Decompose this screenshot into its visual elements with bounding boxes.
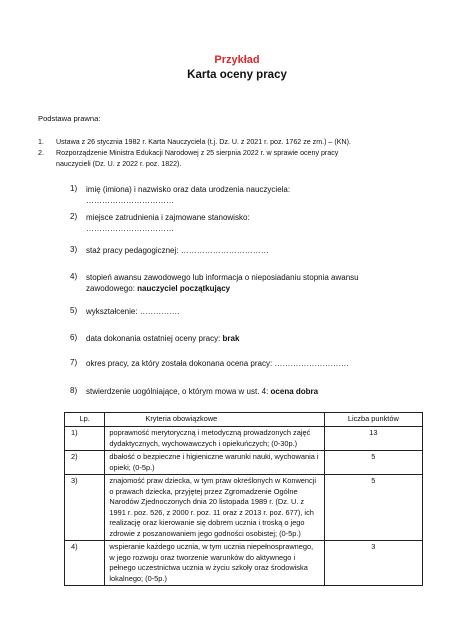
row-number: 1) bbox=[65, 427, 105, 451]
points-value: 5 bbox=[324, 475, 422, 541]
column-header-points: Liczba punktów bbox=[324, 413, 422, 427]
legal-item-text: Ustawa z 26 stycznia 1982 r. Karta Nauczyciela (t.j. Dz. U. z 2021 r. poz. 1762 ze zm.) – (KN). bbox=[56, 138, 351, 146]
row-number: 4) bbox=[65, 541, 105, 586]
question-value: brak bbox=[222, 334, 240, 343]
question-text: staż pracy pedagogicznej: …………………………… bbox=[86, 246, 269, 255]
table-row bbox=[65, 427, 423, 451]
table-row bbox=[65, 475, 423, 541]
criteria-table bbox=[64, 412, 423, 586]
question-text: stopień awansu zawodowego lub informacja o nieposiadaniu stopnia awansu bbox=[86, 273, 359, 282]
column-header-lp: Lp. bbox=[65, 413, 105, 427]
question-number: 7) bbox=[70, 358, 78, 367]
criterion-text: wspieranie każdego ucznia, w tym ucznia niepełnosprawnego, w jego rozwoju oraz tworzenie warunków do aktywnego i pełnego uczestnictwa ucznia w życiu szkoły oraz środowiska lokalnego; (0-5p.) bbox=[105, 541, 324, 586]
question-text: …………………………… bbox=[86, 224, 174, 233]
question-number: 3) bbox=[70, 245, 78, 254]
question-text: stwierdzenie uogólniające, o którym mowa w ust. 4: ocena dobra bbox=[86, 387, 319, 396]
table-row bbox=[65, 541, 423, 586]
question-text: imię (imiona) i nazwisko oraz data urodzenia nauczyciela: bbox=[86, 185, 291, 194]
column-header-criteria: Kryteria obowiązkowe bbox=[105, 413, 324, 427]
table-row bbox=[65, 451, 423, 475]
document-title: Karta oceny pracy bbox=[187, 69, 287, 81]
row-number: 2) bbox=[65, 451, 105, 475]
example-label: Przykład bbox=[214, 54, 260, 66]
legal-item-number: 2. bbox=[38, 149, 44, 157]
table-header-row bbox=[65, 413, 423, 427]
question-number: 1) bbox=[70, 184, 78, 193]
question-text: wykształcenie: …………… bbox=[86, 307, 180, 316]
question-number: 2) bbox=[70, 212, 78, 221]
question-value: nauczyciel początkujący bbox=[137, 284, 231, 293]
question-text: okres pracy, za który została dokonana ocena pracy: ………………………. bbox=[86, 359, 349, 368]
row-number: 3) bbox=[65, 475, 105, 541]
question-text: zawodowego: nauczyciel początkujący bbox=[86, 284, 231, 293]
question-number: 4) bbox=[70, 272, 78, 281]
question-text: data dokonania ostatniej oceny pracy: brak bbox=[86, 334, 240, 343]
criterion-text: znajomość praw dziecka, w tym praw określonych w Konwencji o prawach dziecka, przyjętej przez Zgromadzenie Ogólne Narodów Zjednoczonych dnia 20 listopada 1989 r. (Dz. U. z 1991 r. poz. 526, z 2000 r. poz. 11 oraz z 2013 r. poz. 677), ich realizację oraz kierowanie się dobrem ucznia i troską o jego zdrowie z poszanowaniem jego godności osobistej; (0-5p.) bbox=[105, 475, 324, 541]
question-text: miejsce zatrudnienia i zajmowane stanowisko: bbox=[86, 213, 250, 222]
question-number: 8) bbox=[70, 386, 78, 395]
question-number: 5) bbox=[70, 306, 78, 315]
criterion-text: dbałość o bezpieczne i higieniczne warunki nauki, wychowania i opieki; (0-5p.) bbox=[105, 451, 324, 475]
legal-basis-heading: Podstawa prawna: bbox=[38, 114, 101, 123]
question-text: …………………………… bbox=[86, 196, 174, 205]
question-value: ocena dobra bbox=[270, 387, 319, 396]
question-number: 6) bbox=[70, 333, 78, 342]
legal-item-text: Rozporządzenie Ministra Edukacji Narodowej z 25 sierpnia 2022 r. w sprawie oceny pracy bbox=[56, 149, 339, 157]
points-value: 3 bbox=[324, 541, 422, 586]
points-value: 5 bbox=[324, 451, 422, 475]
legal-item-number: 1. bbox=[38, 138, 44, 146]
points-value: 13 bbox=[324, 427, 422, 451]
criterion-text: poprawność merytoryczną i metodyczną prowadzonych zajęć dydaktycznych, wychowawczych i opiekuńczych; (0-30p.) bbox=[105, 427, 324, 451]
legal-item-text: nauczycieli (Dz. U. z 2022 r. poz. 1822). bbox=[56, 160, 182, 168]
